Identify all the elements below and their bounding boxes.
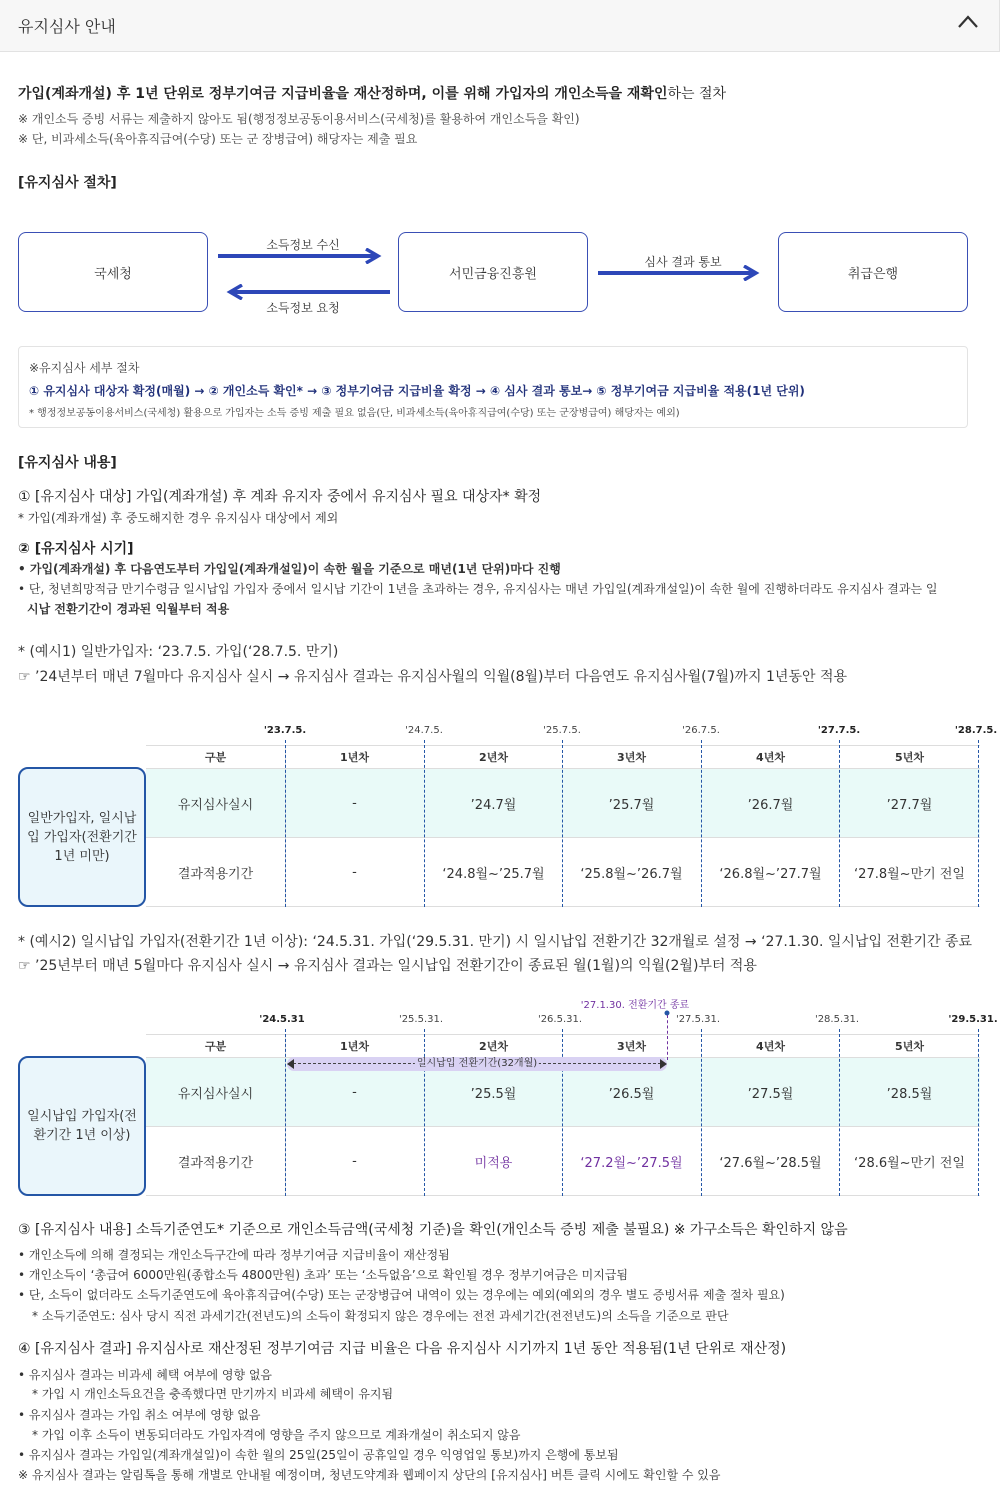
detail-note: * 행정정보공동이용서비스(국세청) 활용으로 가입자는 소득 증빙 제출 필요 없음(단, 비과세소득(육아휴직급여(수당) 또는 군장병급여) 해당자는 예외) [29,408,680,419]
header-cell: 4년차 [756,1040,785,1053]
example-2-desc: ☞ ’25년부터 매년 5월마다 유지심사 실시 → 유지심사 결과는 일시납입 전환기간이 종료된 월(1월)의 익월(2월)부터 적용 [18,958,757,974]
tick-label: '27.5.31. [675,1014,721,1025]
item-4-bullet-2: • 유지심사 결과는 가입 취소 여부에 영향 없음 [18,1408,261,1422]
arrow-recv-label: 소득정보 수신 [266,238,340,252]
tick-label: '28.7.5. [954,725,998,736]
table-cell: ’26.5월 [608,1087,655,1102]
item-4-note-2: * 가입 이후 소득이 변동되더라도 가입자격에 영향을 주지 않으므로 계좌개설이 취소되지 않음 [32,1428,521,1442]
tick-label: '23.7.5. [263,725,307,736]
header-cell: 4년차 [756,751,785,764]
item-3-bullet-2: • 개인소득이 ‘총급여 6000만원(종합소득 4800만원) 초과’ 또는 ‘소득없음’으로 확인될 경우 정부기여금은 미지급됨 [18,1268,629,1282]
table-cell: 유지심사실시 [177,1087,254,1102]
intro-main [18,83,726,103]
tick-label: '29.5.31. [948,1014,998,1025]
content-title: [유지심사 내용] [18,455,117,471]
arrow-left-icon [225,284,390,300]
table-cell: - [352,796,357,811]
header-cell: 5년차 [895,1040,924,1053]
item-2-bullet-2: • 단, 청년희망적금 만기수령금 일시납입 가입자 중에서 일시납 기간이 1년을 초과하는 경우, 유지심사는 매년 가입일(계좌개설일)이 속한 월에 진행하더라도 유지심사 결과는 일 [18,582,938,596]
procedure-title: [유지심사 절차] [18,175,117,191]
tick-label: '27.7.5. [817,725,861,736]
intro-main-bold: 가입(계좌개설) 후 1년 단위로 정부기여금 지급비율을 재산정하며, 이를 위해 가입자의 개인소득을 재확인 [18,86,668,102]
table-cell: ’28.5월 [886,1087,933,1102]
header-cell: 2년차 [479,751,508,764]
table-cell: - [352,1154,357,1169]
tick-label: '28.5.31. [814,1014,860,1025]
table-cell: ‘24.8월~’25.7월 [442,867,545,882]
table-cell: ’27.5월 [747,1087,794,1102]
table-cell: ’25.7월 [608,798,655,813]
header-cell: 2년차 [479,1040,508,1053]
accordion-header[interactable] [0,0,1000,52]
tick-label: '25.5.31. [398,1014,444,1025]
header-cell: 구분 [204,1040,227,1053]
item-3: ③ [유지심사 내용] 소득기준연도* 기준으로 개인소득금액(국세청 기준)을 확인(개인소득 증빙 제출 불필요) ※ 가구소득은 확인하지 않음 [18,1222,848,1238]
table-cell: ’27.7월 [886,798,933,813]
arrow-right-icon [218,248,383,264]
nts-box: 국세청 [18,232,208,312]
table-cell: ‘27.6월~’28.5월 [719,1156,822,1171]
header-cell: 1년차 [340,1040,369,1053]
table-cell: ‘27.8월~만기 전일 [854,867,965,882]
page-title: 유지심사 안내 [18,17,116,36]
table-cell: - [352,1085,357,1100]
item-2: ② [유지심사 시기] [18,541,134,557]
tick-label: '26.7.5. [682,725,720,736]
item-2-bullet-1: • 가입(계좌개설) 후 다음연도부터 가입일(계좌개설일)이 속한 월을 기준으로 매년(1년 단위)마다 진행 [18,562,561,576]
table-cell: ’25.5월 [470,1087,517,1102]
tick-label: '24.7.5. [405,725,443,736]
item-4-bullet-3: • 유지심사 결과는 가입일(계좌개설일)이 속한 월의 25일(25일이 공휴일일 경우 익영업일 통보)까지 은행에 통보됨 [18,1448,619,1462]
item-1: ① [유지심사 대상] 가입(계좌개설) 후 계좌 유지자 중에서 유지심사 필요 대상자* 확정 [18,489,542,505]
row-group-label: 일반가입자, 일시납입 가입자(전환기간 1년 미만) [18,767,146,907]
tick-label: '26.5.31. [537,1014,583,1025]
header-cell: 3년차 [617,751,646,764]
detail-steps: ① 유지심사 대상자 확정(매월) → ② 개인소득 확인* → ③ 정부기여금 지급비율 확정 → ④ 심사 결과 통보→ ⑤ 정부기여금 지급비율 적용(1년 단위) [29,384,805,398]
header-cell: 1년차 [340,751,369,764]
header-cell: 구분 [204,751,227,764]
detail-procedure-box [18,346,968,428]
example-1-desc: ☞ ’24년부터 매년 7월마다 유지심사 실시 → 유지심사 결과는 유지심사월의 익월(8월)부터 다음연도 유지심사월(7월)까지 1년동안 적용 [18,669,847,685]
table-cell: ’24.7월 [470,798,517,813]
arrow-right-icon [598,265,763,281]
item-3-bullet-1: • 개인소득에 의해 결정되는 개인소득구간에 따라 정부기여금 지급비율이 재산정됨 [18,1248,450,1262]
item-1-note: * 가입(계좌개설) 후 중도해지한 경우 유지심사 대상에서 제외 [18,511,339,525]
item-4-bullet-4: ※ 유지심사 결과는 알림톡을 통해 개별로 안내될 예정이며, 청년도약계좌 웹페이지 상단의 [유지심사] 버튼 클릭 시에도 확인할 수 있음 [18,1468,721,1482]
item-2-bullet-2-cont: 시납 전환기간이 경과된 익월부터 적용 [27,602,230,616]
detail-title: ※유지심사 세부 절차 [29,361,140,375]
table-cell: ‘26.8월~’27.7월 [719,867,822,882]
transition-period-bar [287,1057,667,1071]
table-grid [146,745,980,907]
item-3-note: * 소득기준연도: 심사 당시 직전 과세기간(전년도)의 소득이 확정되지 않은 경우에는 전전 과세기간(전전년도)의 소득을 기준으로 판단 [32,1309,729,1323]
transition-period-label: 일시납입 전환기간(32개월) [416,1058,538,1069]
table-cell: 결과적용기간 [177,1156,254,1171]
table-cell: 결과적용기간 [177,867,254,882]
arrow-req-label: 소득정보 요청 [266,301,340,315]
chevron-up-icon[interactable] [957,12,979,32]
table-cell: ‘27.2월~’27.5월 [580,1156,683,1171]
item-3-bullet-3: • 단, 소득이 없더라도 소득기준연도에 육아휴직급여(수당) 또는 군장병급여 내역이 있는 경우에는 예외(예외의 경우 별도 증빙서류 제출 절차 필요) [18,1288,785,1302]
table-cell: ‘25.8월~’26.7월 [580,867,683,882]
header-cell: 5년차 [895,751,924,764]
item-4: ④ [유지심사 결과] 유지심사로 재산정된 정부기여금 지급 비율은 다음 유지심사 시기까지 1년 동안 적용됨(1년 단위로 재산정) [18,1341,787,1357]
tick-label: '24.5.31 [259,1014,305,1025]
intro-main-rest: 하는 절차 [667,86,727,102]
tick-label: '25.7.5. [543,725,581,736]
item-4-note-1: * 가입 시 개인소득요건을 충족했다면 만기까지 비과세 혜택이 유지됨 [32,1387,394,1401]
header-cell: 3년차 [617,1040,646,1053]
arrow-notify-label: 심사 결과 통보 [644,255,722,269]
table-cell: - [352,865,357,880]
example-1-title: * (예시1) 일반가입자: ‘23.7.5. 가입(‘28.7.5. 만기) [18,644,339,660]
example-2-title: * (예시2) 일시납입 가입자(전환기간 1년 이상): ‘24.5.31. 가입(‘29.5.31. 만기) 시 일시납입 전환기간 32개월로 설정 → ‘27.1.30. 일시납입 전환기간 종료 [18,934,973,950]
item-4-bullet-1: • 유지심사 결과는 비과세 혜택 여부에 영향 없음 [18,1368,273,1382]
transition-end-note: '27.1.30. 전환기간 종료 [580,1000,690,1011]
row-group-label: 일시납입 가입자(전환기간 1년 이상) [18,1056,146,1196]
table-cell: 유지심사실시 [177,798,254,813]
kinfa-box: 서민금융진흥원 [398,232,588,312]
table-cell: ‘28.6월~만기 전일 [854,1156,965,1171]
table-cell: ’26.7월 [747,798,794,813]
intro-note-1: ※ 개인소득 증빙 서류는 제출하지 않아도 됨(행정정보공동이용서비스(국세청)를 활용하여 개인소득을 확인) [18,112,580,126]
intro-note-2: ※ 단, 비과세소득(육아휴직급여(수당) 또는 군 장병급여) 해당자는 제출 필요 [18,132,418,146]
bank-box: 취급은행 [778,232,968,312]
table-cell: 미적용 [474,1156,513,1171]
